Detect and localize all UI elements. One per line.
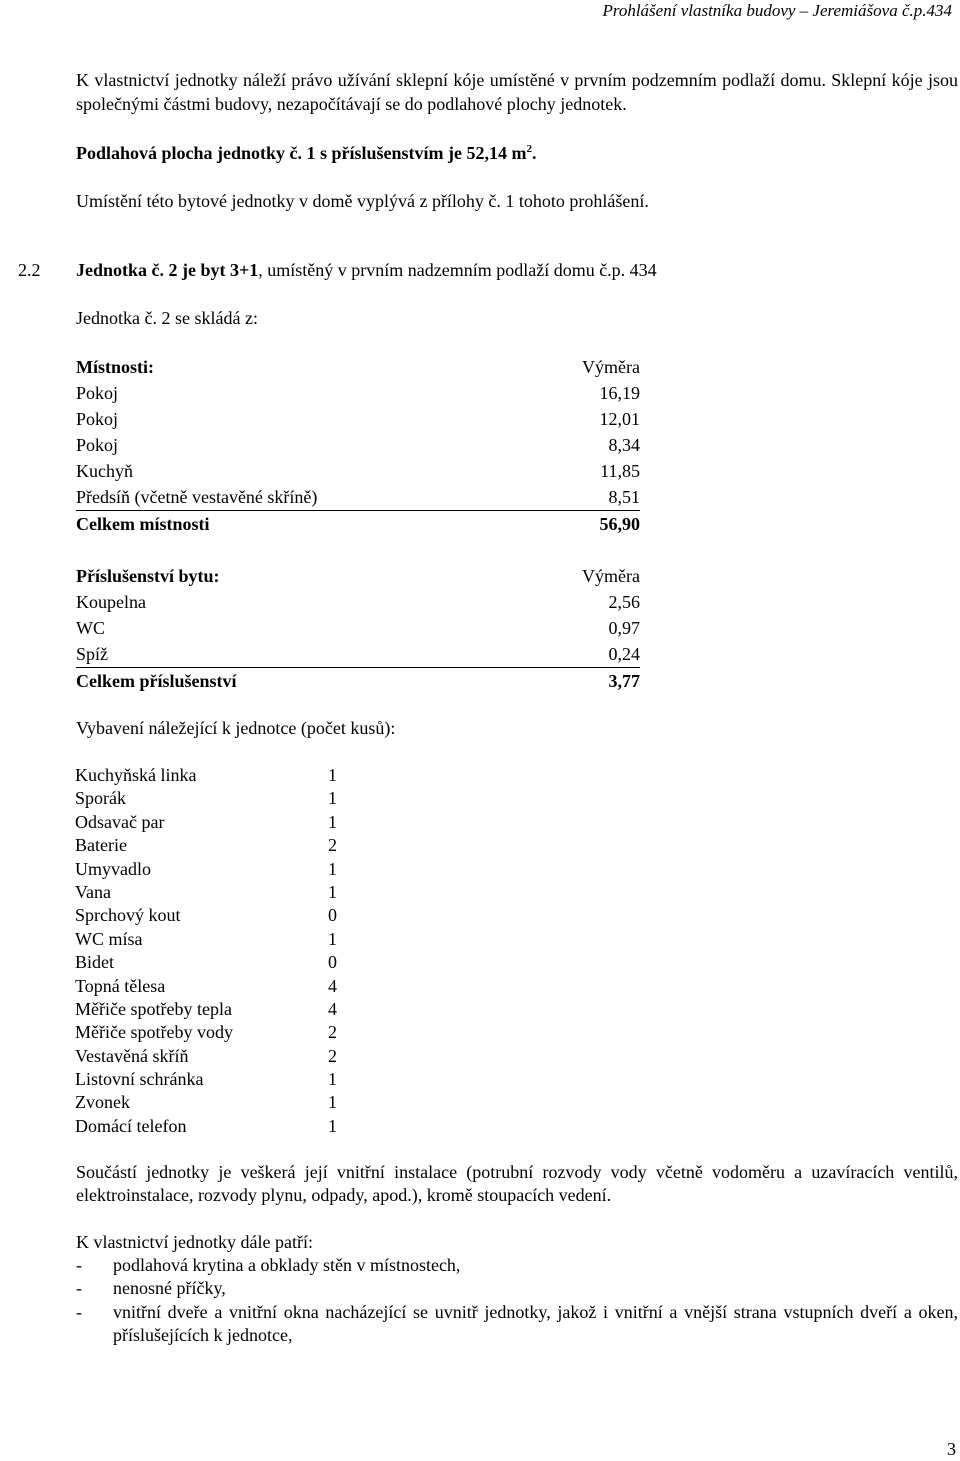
equipment-name: Odsavač par	[75, 811, 165, 832]
equipment-list	[75, 764, 355, 1138]
equipment-count: 2	[328, 1022, 337, 1043]
equipment-count: 4	[328, 998, 337, 1019]
equipment-count: 1	[328, 858, 337, 879]
list-item	[75, 1068, 355, 1091]
equipment-count: 1	[328, 1069, 337, 1090]
room-area: 16,19	[599, 383, 640, 403]
accessory-name: Koupelna	[76, 592, 146, 612]
room-name: Pokoj	[76, 383, 119, 403]
table-row	[76, 406, 640, 432]
rooms-total-label: Celkem místnosti	[76, 514, 210, 534]
rooms-total-value: 56,90	[599, 514, 640, 534]
accessories-total-label: Celkem příslušenství	[76, 671, 237, 691]
accessory-area: 0,97	[608, 618, 640, 638]
room-area: 12,01	[599, 409, 640, 429]
rooms-table	[76, 354, 640, 537]
equipment-name: WC mísa	[75, 928, 143, 949]
list-item	[75, 881, 355, 904]
equipment-count: 4	[328, 975, 337, 996]
cellar-paragraph: K vlastnictví jednotky náleží právo užívání sklepní kóje umístěné v prvním podzemním podlaží domu. Sklepní kóje jsou společnými částmi budovy, nezapočítávají se do podlahové plochy jednotek.	[76, 70, 958, 114]
location-paragraph: Umístění této bytové jednotky v domě vyplývá z přílohy č. 1 tohoto prohlášení.	[76, 191, 649, 211]
bullet-text: nenosné příčky,	[113, 1278, 226, 1299]
accessory-name: Spíž	[76, 644, 109, 664]
bullet-text: podlahová krytina a obklady stěn v místnostech,	[113, 1255, 461, 1275]
list-item	[75, 787, 355, 810]
area-sup: 2	[526, 143, 533, 155]
room-name: Pokoj	[76, 409, 119, 429]
accessories-table	[76, 563, 640, 694]
equipment-count: 1	[328, 928, 337, 949]
table-row	[76, 458, 640, 484]
installations-paragraph: Součástí jednotky je veškerá její vnitřní instalace (potrubní rozvody vody včetně vodoměru a uzavíracích ventilů, elektroinstalace, rozvody plynu, odpady, apod.), kromě stoupacích vedení.	[76, 1162, 958, 1206]
list-item	[75, 1021, 355, 1044]
equipment-intro: Vybavení náležející k jednotce (počet kusů):	[76, 718, 396, 738]
equipment-name: Baterie	[75, 835, 127, 856]
room-name: Kuchyň	[76, 461, 133, 481]
table-row	[76, 484, 640, 511]
accessory-name: WC	[76, 618, 105, 638]
equipment-count: 2	[328, 1045, 337, 1066]
rooms-header	[76, 354, 640, 380]
page-header: Prohlášení vlastníka budovy – Jeremiášova č.p.434	[602, 1, 952, 20]
accessory-area: 0,24	[608, 644, 640, 664]
equipment-name: Topná tělesa	[75, 975, 166, 996]
rooms-header-label: Místnosti:	[76, 357, 154, 377]
equipment-count: 1	[328, 811, 337, 832]
list-item	[75, 951, 355, 974]
equipment-name: Vestavěná skříň	[75, 1045, 189, 1066]
equipment-name: Zvonek	[75, 1092, 130, 1113]
section-number: 2.2	[18, 260, 41, 280]
room-name: Předsíň (včetně vestavěné skříně)	[76, 487, 318, 507]
ownership-intro: K vlastnictví jednotky dále patří:	[76, 1232, 313, 1252]
section-title-bold: Jednotka č. 2 je byt 3+1	[76, 260, 259, 280]
list-item	[76, 1277, 958, 1300]
bullet-dash: -	[76, 1255, 82, 1275]
rooms-total-row	[76, 511, 640, 537]
equipment-name: Kuchyňská linka	[75, 765, 197, 785]
list-item	[75, 834, 355, 857]
section-heading	[76, 259, 657, 282]
equipment-name: Listovní schránka	[75, 1069, 204, 1090]
accessories-header-label: Příslušenství bytu:	[76, 566, 220, 586]
equipment-name: Domácí telefon	[75, 1115, 187, 1136]
ownership-list	[76, 1254, 958, 1348]
rooms-header-value: Výměra	[582, 357, 640, 377]
room-area: 11,85	[600, 461, 640, 481]
section-title-rest: , umístěný v prvním nadzemním podlaží domu č.p. 434	[258, 260, 657, 280]
page-number: 3	[947, 1439, 956, 1459]
equipment-name: Umyvadlo	[75, 858, 151, 879]
equipment-name: Sprchový kout	[75, 905, 181, 926]
equipment-name: Vana	[75, 881, 111, 902]
equipment-count: 2	[328, 835, 337, 856]
accessories-header	[76, 563, 640, 589]
accessories-total-value: 3,77	[608, 671, 640, 691]
room-area: 8,34	[608, 435, 640, 455]
list-item	[75, 904, 355, 927]
accessory-area: 2,56	[608, 592, 640, 612]
accessories-header-value: Výměra	[582, 566, 640, 586]
list-item	[76, 1301, 958, 1348]
table-row	[76, 589, 640, 615]
list-item	[75, 1045, 355, 1068]
equipment-name: Sporák	[75, 788, 126, 809]
list-item	[75, 858, 355, 881]
accessories-total-row	[76, 668, 640, 694]
equipment-count: 1	[328, 881, 337, 902]
bullet-text: vnitřní dveře a vnitřní okna nacházející se uvnitř jednotky, jakož i vnitřní a vnější strana vstupních dveří a oken, příslušejících k jednotce,	[113, 1301, 958, 1346]
area-end: .	[532, 143, 537, 163]
list-item	[75, 1115, 355, 1138]
equipment-count: 1	[328, 1115, 337, 1136]
list-item	[75, 928, 355, 951]
list-item	[75, 764, 355, 787]
list-item	[75, 998, 355, 1021]
equipment-count: 0	[328, 952, 337, 973]
list-item	[75, 1091, 355, 1114]
list-item	[75, 811, 355, 834]
equipment-count: 0	[328, 905, 337, 926]
equipment-name: Bidet	[75, 952, 114, 973]
list-item	[76, 1254, 958, 1277]
equipment-name: Měřiče spotřeby tepla	[75, 998, 232, 1019]
composition-intro: Jednotka č. 2 se skládá z:	[76, 308, 258, 328]
equipment-name: Měřiče spotřeby vody	[75, 1022, 233, 1043]
equipment-count: 1	[328, 1092, 337, 1113]
table-row	[76, 432, 640, 458]
area-paragraph	[76, 142, 537, 165]
table-row	[76, 380, 640, 406]
table-row	[76, 641, 640, 668]
table-row	[76, 615, 640, 641]
room-area: 8,51	[608, 487, 640, 507]
equipment-count: 1	[328, 765, 337, 785]
bullet-dash: -	[76, 1278, 82, 1299]
area-text: Podlahová plocha jednotky č. 1 s příslušenstvím je 52,14 m	[76, 143, 527, 163]
room-name: Pokoj	[76, 435, 119, 455]
equipment-count: 1	[328, 788, 337, 809]
list-item	[75, 975, 355, 998]
bullet-dash: -	[76, 1301, 82, 1322]
